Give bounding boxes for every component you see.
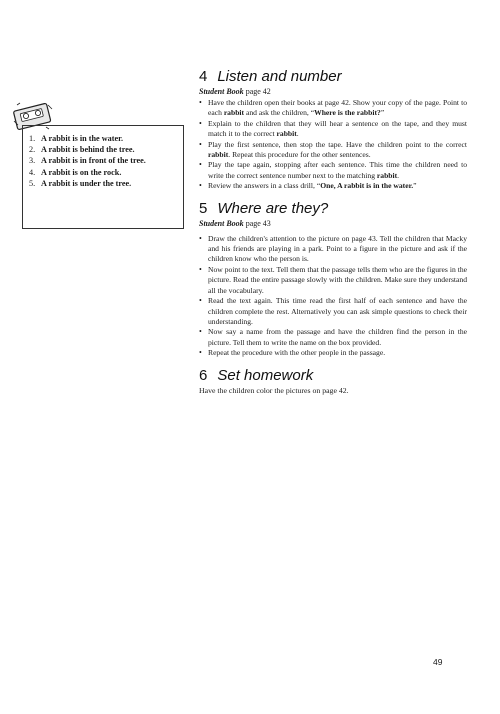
- answer-key-item: 1. A rabbit is in the water.: [29, 134, 124, 143]
- list-item: • Play the tape again, stopping after each sentence. This time the children need to write the correct sentence number next to the matching rabbit.: [199, 160, 467, 181]
- answer-key-item: 5. A rabbit is under the tree.: [29, 178, 132, 188]
- list-item: • Read the text again. This time read the first half of each sentence and have the children complete the rest. Alternatively you can ask simple questions to check their understanding.: [199, 296, 467, 327]
- list-item: • Now point to the text. Tell them that the passage tells them who are the figures in the picture. Read the entire passage slowly with the children. Make sure they understand all the vocabulary.: [199, 265, 467, 296]
- section-listen-and-number: [199, 68, 467, 192]
- answer-key-box: [22, 125, 184, 229]
- list-item: • Now say a name from the passage and have the children find the person in the picture. Tell them to write the name on the box provided.: [199, 327, 467, 348]
- instruction-list: [199, 234, 467, 359]
- list-item: • Draw the children's attention to the picture on page 43. Tell the children that Macky and his friends are playing in a park. Point to a figure in the picture and ask if the children know who the person is.: [199, 234, 467, 265]
- list-item: • Play the first sentence, then stop the tape. Have the children point to the correct rabbit. Repeat this procedure for the other sentences.: [199, 140, 467, 161]
- answer-key-item: 2. A rabbit is behind the tree.: [29, 145, 135, 155]
- section-where-are-they: [199, 200, 467, 359]
- instruction-list: [199, 98, 467, 192]
- answer-key-item: 3. A rabbit is in front of the tree.: [29, 156, 146, 166]
- page-number: 49: [433, 657, 443, 667]
- section-heading: 4 Listen and number: [199, 68, 342, 85]
- list-item: • Review the answers in a class drill, “One, A rabbit is in the water.”: [199, 181, 467, 191]
- section-heading: 6 Set homework: [199, 366, 314, 384]
- list-item: • Explain to the children that they will hear a sentence on the tape, and they must match it to the correct rabbit.: [199, 119, 467, 140]
- main-content: [199, 68, 467, 404]
- section-set-homework: [199, 367, 467, 396]
- student-book-ref: Student Book page 43: [199, 218, 271, 228]
- answer-key-list: [29, 133, 177, 189]
- answer-key-item: 4. A rabbit is on the rock.: [29, 167, 122, 177]
- list-item: • Repeat the procedure with the other people in the passage.: [199, 348, 467, 358]
- student-book-ref: Student Book page 42: [199, 87, 271, 96]
- homework-text: Have the children color the pictures on page 42.: [199, 385, 349, 395]
- list-item: • Have the children open their books at page 42. Show your copy of the page. Point to each rabbit and ask the children, “Where is the rabbit?”: [199, 98, 467, 119]
- section-heading: 5 Where are they?: [199, 199, 329, 217]
